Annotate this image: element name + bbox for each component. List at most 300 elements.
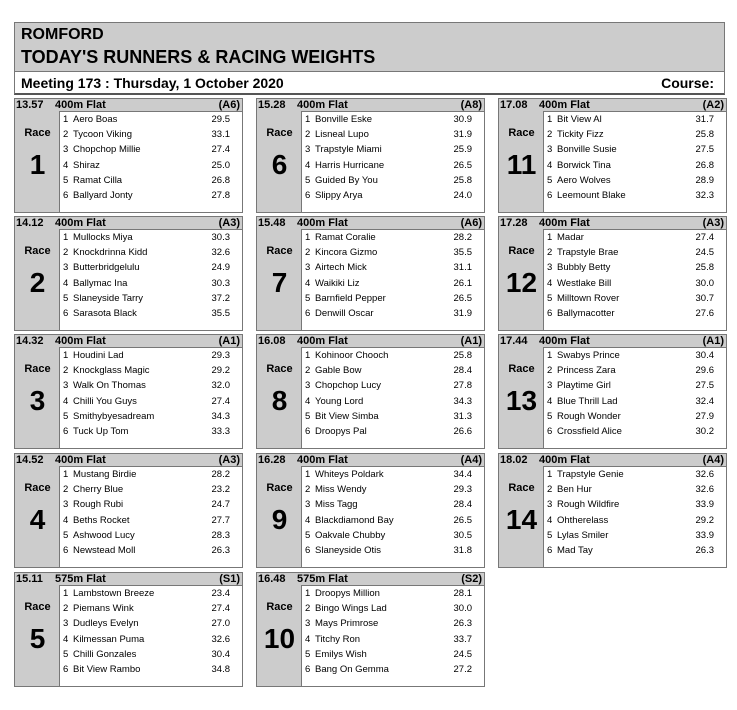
trap-number: 6: [547, 425, 553, 437]
race-label: Race: [24, 245, 51, 257]
race-label: Race: [508, 127, 535, 139]
trap-number: 3: [305, 144, 311, 156]
runner-name: Trapstyle Miami: [315, 144, 382, 156]
runner-weight: 32.4: [695, 395, 714, 407]
race-number: 5: [29, 623, 46, 654]
trap-number: 4: [63, 633, 69, 645]
runner-row: [544, 112, 726, 127]
runner-weight: 34.4: [453, 469, 472, 480]
race-label: Race: [508, 363, 535, 375]
runner-name: Bit View Simba: [315, 410, 379, 422]
trap-number: 6: [305, 189, 311, 201]
trap-number: 1: [63, 469, 69, 480]
runner-row: [544, 528, 726, 543]
runner-weight: 24.0: [453, 189, 472, 201]
runner-row: [302, 158, 484, 173]
trap-number: 2: [63, 365, 69, 377]
runner-row: [302, 276, 484, 291]
runner-name: Whiteys Poldark: [315, 469, 384, 480]
race-distance: 400m Flat: [297, 99, 348, 111]
race-distance: 400m Flat: [297, 335, 348, 347]
race-time: 18.02: [500, 454, 528, 466]
race-panel: [498, 334, 727, 449]
trap-number: 6: [547, 189, 553, 201]
runner-row: [60, 158, 242, 173]
runner-weight: 25.0: [211, 159, 230, 171]
trap-number: 1: [305, 588, 311, 599]
runner-row: [302, 173, 484, 188]
runner-weight: 27.2: [453, 663, 472, 675]
runner-weight: 26.3: [695, 544, 714, 556]
runner-weight: 28.3: [211, 529, 230, 541]
runner-list: [301, 466, 485, 568]
runner-row: [544, 497, 726, 512]
runner-name: Mustang Birdie: [73, 469, 137, 480]
runner-weight: 32.6: [211, 247, 230, 259]
race-number: 12: [505, 267, 538, 298]
runner-weight: 29.6: [695, 365, 714, 377]
runner-weight: 33.9: [695, 529, 714, 541]
runner-weight: 25.8: [453, 174, 472, 186]
runner-weight: 27.8: [453, 380, 472, 392]
runner-weight: 24.7: [211, 499, 230, 511]
trap-number: 3: [305, 262, 311, 274]
runner-row: [544, 348, 726, 363]
race-header: [14, 453, 243, 466]
race-panel: [256, 98, 485, 213]
runner-weight: 29.2: [211, 365, 230, 377]
runner-list: [301, 111, 485, 213]
trap-number: 2: [547, 129, 553, 141]
race-header: [498, 334, 727, 347]
runner-weight: 32.6: [211, 633, 230, 645]
race-number: 7: [271, 267, 288, 298]
runner-weight: 24.5: [453, 648, 472, 660]
runner-list: [543, 466, 727, 568]
runner-name: Bonville Susie: [557, 144, 617, 156]
race-time: 15.28: [258, 99, 286, 111]
runner-weight: 30.9: [453, 114, 472, 125]
runner-name: Trapstyle Genie: [557, 469, 624, 480]
runner-weight: 29.5: [211, 114, 230, 125]
race-label: Race: [266, 127, 293, 139]
runner-weight: 27.0: [211, 618, 230, 630]
runner-name: Waikiki Liz: [315, 277, 360, 289]
runner-name: Chopchop Millie: [73, 144, 141, 156]
page-header: [14, 22, 725, 72]
race-number: 3: [29, 385, 46, 416]
runner-row: [544, 378, 726, 393]
runner-row: [302, 188, 484, 203]
race-number-block: [14, 347, 59, 449]
race-distance: 400m Flat: [297, 454, 348, 466]
runner-weight: 26.3: [211, 544, 230, 556]
trap-number: 6: [547, 544, 553, 556]
trap-number: 1: [63, 232, 69, 243]
runner-name: Borwick Tina: [557, 159, 611, 171]
runner-row: [302, 378, 484, 393]
runner-name: Slaneyside Otis: [315, 544, 382, 556]
trap-number: 3: [305, 499, 311, 511]
race-distance: 400m Flat: [55, 335, 106, 347]
runner-name: Aero Wolves: [557, 174, 611, 186]
race-grade: (A3): [218, 217, 240, 229]
runner-list: [59, 111, 243, 213]
trap-number: 5: [547, 174, 553, 186]
race-number-block: [14, 585, 59, 687]
runner-name: Ben Hur: [557, 484, 592, 496]
runner-row: [544, 276, 726, 291]
trap-number: 5: [305, 410, 311, 422]
trap-number: 5: [547, 292, 553, 304]
runner-row: [60, 467, 242, 482]
runner-row: [60, 394, 242, 409]
runner-weight: 26.6: [453, 425, 472, 437]
race-time: 14.32: [16, 335, 44, 347]
trap-number: 5: [305, 529, 311, 541]
trap-number: 2: [63, 484, 69, 496]
venue-name: ROMFORD: [21, 26, 104, 43]
race-distance: 575m Flat: [55, 573, 106, 585]
race-number: 14: [505, 504, 538, 535]
runner-weight: 24.9: [211, 262, 230, 274]
race-time: 15.48: [258, 217, 286, 229]
trap-number: 6: [305, 544, 311, 556]
runner-row: [60, 632, 242, 647]
race-panel: [14, 98, 243, 213]
runner-row: [302, 647, 484, 662]
runner-row: [302, 306, 484, 321]
race-label: Race: [508, 482, 535, 494]
race-time: 16.28: [258, 454, 286, 466]
runner-name: Westlake Bill: [557, 277, 612, 289]
runner-row: [302, 394, 484, 409]
race-number: 2: [29, 267, 46, 298]
runner-row: [302, 497, 484, 512]
runner-row: [60, 260, 242, 275]
race-distance: 400m Flat: [539, 454, 590, 466]
runner-weight: 30.3: [211, 277, 230, 289]
race-header: [14, 98, 243, 111]
runner-weight: 25.8: [695, 129, 714, 141]
trap-number: 1: [547, 350, 553, 361]
runner-weight: 33.7: [453, 633, 472, 645]
runner-name: Beths Rocket: [73, 514, 130, 526]
trap-number: 6: [305, 425, 311, 437]
runner-name: Blackdiamond Bay: [315, 514, 394, 526]
runner-row: [60, 173, 242, 188]
trap-number: 5: [547, 529, 553, 541]
race-distance: 400m Flat: [55, 99, 106, 111]
runner-row: [544, 245, 726, 260]
race-distance: 400m Flat: [297, 217, 348, 229]
runner-weight: 30.4: [695, 350, 714, 361]
trap-number: 4: [547, 277, 553, 289]
runner-name: Dudleys Evelyn: [73, 618, 139, 630]
trap-number: 6: [305, 307, 311, 319]
trap-number: 4: [547, 514, 553, 526]
trap-number: 2: [305, 247, 311, 259]
race-grade: (A1): [460, 335, 482, 347]
trap-number: 4: [547, 159, 553, 171]
runner-row: [60, 112, 242, 127]
runner-name: Young Lord: [315, 395, 364, 407]
trap-number: 1: [547, 232, 553, 243]
race-panel: [14, 453, 243, 568]
race-grade: (A4): [702, 454, 724, 466]
runner-name: Sarasota Black: [73, 307, 137, 319]
runner-weight: 28.4: [453, 499, 472, 511]
race-label: Race: [266, 363, 293, 375]
runner-weight: 26.5: [453, 159, 472, 171]
runner-row: [60, 378, 242, 393]
race-panel: [498, 453, 727, 568]
runner-name: Knockglass Magic: [73, 365, 150, 377]
race-panel: [256, 216, 485, 331]
runner-name: Chilli You Guys: [73, 395, 137, 407]
runner-weight: 26.5: [453, 292, 472, 304]
race-panel: [14, 216, 243, 331]
race-header: [256, 572, 485, 585]
runner-weight: 28.2: [453, 232, 472, 243]
race-grade: (S2): [461, 573, 482, 585]
runner-row: [302, 528, 484, 543]
runner-name: Lisneal Lupo: [315, 129, 369, 141]
race-label: Race: [24, 127, 51, 139]
runner-row: [302, 142, 484, 157]
trap-number: 5: [63, 292, 69, 304]
runner-name: Droopys Pal: [315, 425, 367, 437]
runner-name: Bonville Eske: [315, 114, 373, 125]
race-number-block: [14, 229, 59, 331]
runner-row: [60, 616, 242, 631]
runner-weight: 28.4: [453, 365, 472, 377]
race-distance: 400m Flat: [539, 99, 590, 111]
runner-row: [544, 467, 726, 482]
race-grade: (S1): [219, 573, 240, 585]
runner-weight: 35.5: [453, 247, 472, 259]
runner-row: [302, 363, 484, 378]
runner-row: [60, 230, 242, 245]
trap-number: 4: [547, 395, 553, 407]
trap-number: 1: [305, 350, 311, 361]
runner-weight: 27.4: [211, 395, 230, 407]
runner-name: Titchy Ron: [315, 633, 361, 645]
runner-list: [301, 347, 485, 449]
trap-number: 4: [305, 159, 311, 171]
meeting-bar: [14, 71, 725, 95]
trap-number: 3: [305, 618, 311, 630]
race-panel: [14, 572, 243, 687]
runner-name: Rough Wildfire: [557, 499, 620, 511]
runner-list: [59, 585, 243, 687]
trap-number: 6: [63, 663, 69, 675]
runner-name: Walk On Thomas: [73, 380, 146, 392]
runner-name: Ballyard Jonty: [73, 189, 133, 201]
page-title: TODAY'S RUNNERS & RACING WEIGHTS: [21, 47, 376, 67]
race-panel: [498, 216, 727, 331]
runner-weight: 33.1: [211, 129, 230, 141]
runner-row: [302, 424, 484, 439]
race-number-block: [14, 466, 59, 568]
runner-weight: 27.7: [211, 514, 230, 526]
trap-number: 3: [63, 262, 69, 274]
race-grade: (A2): [702, 99, 724, 111]
race-number-block: [256, 466, 301, 568]
meeting-info: Meeting 173 : Thursday, 1 October 2020: [21, 75, 284, 91]
runner-weight: 27.5: [695, 144, 714, 156]
runner-name: Harris Hurricane: [315, 159, 385, 171]
runner-row: [60, 409, 242, 424]
runner-weight: 28.1: [453, 588, 472, 599]
runner-row: [544, 409, 726, 424]
runner-row: [60, 291, 242, 306]
race-grade: (A1): [218, 335, 240, 347]
runner-name: Ramat Cilla: [73, 174, 123, 186]
runner-weight: 27.4: [211, 603, 230, 615]
runner-name: Ramat Coralie: [315, 232, 376, 243]
runner-row: [302, 586, 484, 601]
runner-row: [60, 363, 242, 378]
runner-row: [544, 513, 726, 528]
runner-weight: 34.3: [211, 410, 230, 422]
runner-weight: 26.8: [211, 174, 230, 186]
runner-row: [302, 601, 484, 616]
trap-number: 5: [305, 292, 311, 304]
race-grade: (A1): [702, 335, 724, 347]
runner-weight: 27.4: [695, 232, 714, 243]
race-header: [14, 572, 243, 585]
trap-number: 2: [547, 247, 553, 259]
runner-weight: 33.9: [695, 499, 714, 511]
runner-weight: 29.3: [453, 484, 472, 496]
trap-number: 1: [63, 350, 69, 361]
race-header: [498, 98, 727, 111]
runner-weight: 35.5: [211, 307, 230, 319]
race-number: 6: [271, 149, 288, 180]
trap-number: 3: [305, 380, 311, 392]
trap-number: 5: [63, 410, 69, 422]
race-grade: (A6): [460, 217, 482, 229]
race-label: Race: [508, 245, 535, 257]
runner-row: [544, 142, 726, 157]
runner-weight: 27.9: [695, 410, 714, 422]
race-number: 8: [271, 385, 288, 416]
race-time: 17.28: [500, 217, 528, 229]
runner-row: [544, 543, 726, 558]
runner-row: [544, 394, 726, 409]
runner-name: Knockdrinna Kidd: [73, 247, 148, 259]
runner-row: [302, 260, 484, 275]
runner-name: Bit View Al: [557, 114, 602, 125]
runner-name: Mays Primrose: [315, 618, 379, 630]
runner-name: Guided By You: [315, 174, 378, 186]
trap-number: 5: [63, 529, 69, 541]
race-header: [256, 216, 485, 229]
trap-number: 4: [63, 395, 69, 407]
runner-row: [544, 363, 726, 378]
runner-name: Smithybyesadream: [73, 410, 155, 422]
runner-row: [544, 173, 726, 188]
trap-number: 1: [547, 114, 553, 125]
trap-number: 6: [63, 307, 69, 319]
runner-row: [60, 276, 242, 291]
trap-number: 1: [63, 114, 69, 125]
race-number-block: [256, 111, 301, 213]
runner-name: Rough Wonder: [557, 410, 621, 422]
runner-name: Bang On Gemma: [315, 663, 389, 675]
race-panel: [14, 334, 243, 449]
runner-name: Cherry Blue: [73, 484, 124, 496]
runner-weight: 27.8: [211, 189, 230, 201]
runner-weight: 28.9: [695, 174, 714, 186]
runner-row: [60, 662, 242, 677]
runner-row: [302, 482, 484, 497]
runner-weight: 25.8: [453, 350, 472, 361]
runner-list: [59, 466, 243, 568]
runner-weight: 33.3: [211, 425, 230, 437]
runner-list: [543, 347, 727, 449]
trap-number: 4: [63, 159, 69, 171]
runner-weight: 32.6: [695, 484, 714, 496]
trap-number: 2: [547, 365, 553, 377]
race-number-block: [14, 111, 59, 213]
runner-name: Mad Tay: [557, 544, 593, 556]
race-time: 15.11: [16, 573, 43, 585]
runner-row: [60, 482, 242, 497]
trap-number: 3: [547, 380, 553, 392]
race-header: [14, 216, 243, 229]
runner-name: Mullocks Miya: [73, 232, 133, 243]
runner-row: [60, 601, 242, 616]
runner-weight: 29.3: [211, 350, 230, 361]
runner-row: [60, 348, 242, 363]
runner-row: [302, 467, 484, 482]
runner-weight: 32.3: [695, 189, 714, 201]
runner-name: Ohtherelass: [557, 514, 609, 526]
runner-name: Lylas Smiler: [557, 529, 609, 541]
runner-row: [302, 409, 484, 424]
runner-weight: 30.0: [453, 603, 472, 615]
runner-row: [544, 482, 726, 497]
runner-list: [301, 229, 485, 331]
trap-number: 3: [547, 262, 553, 274]
trap-number: 1: [305, 114, 311, 125]
race-distance: 400m Flat: [55, 217, 106, 229]
race-label: Race: [24, 601, 51, 613]
trap-number: 3: [63, 144, 69, 156]
race-number-block: [498, 347, 543, 449]
runner-row: [60, 543, 242, 558]
runner-name: Lambstown Breeze: [73, 588, 155, 599]
race-number-block: [256, 585, 301, 687]
race-number: 4: [29, 504, 46, 535]
runner-name: Playtime Girl: [557, 380, 611, 392]
runner-weight: 23.4: [211, 588, 230, 599]
runner-name: Kohinoor Chooch: [315, 350, 389, 361]
runner-name: Bit View Rambo: [73, 663, 141, 675]
runner-weight: 23.2: [211, 484, 230, 496]
race-panel: [256, 334, 485, 449]
runner-weight: 31.1: [453, 262, 472, 274]
race-time: 14.12: [16, 217, 44, 229]
trap-number: 1: [63, 588, 69, 599]
race-grade: (A3): [218, 454, 240, 466]
runner-row: [60, 586, 242, 601]
trap-number: 1: [305, 232, 311, 243]
runner-name: Barnfield Pepper: [315, 292, 386, 304]
runner-weight: 30.4: [211, 648, 230, 660]
